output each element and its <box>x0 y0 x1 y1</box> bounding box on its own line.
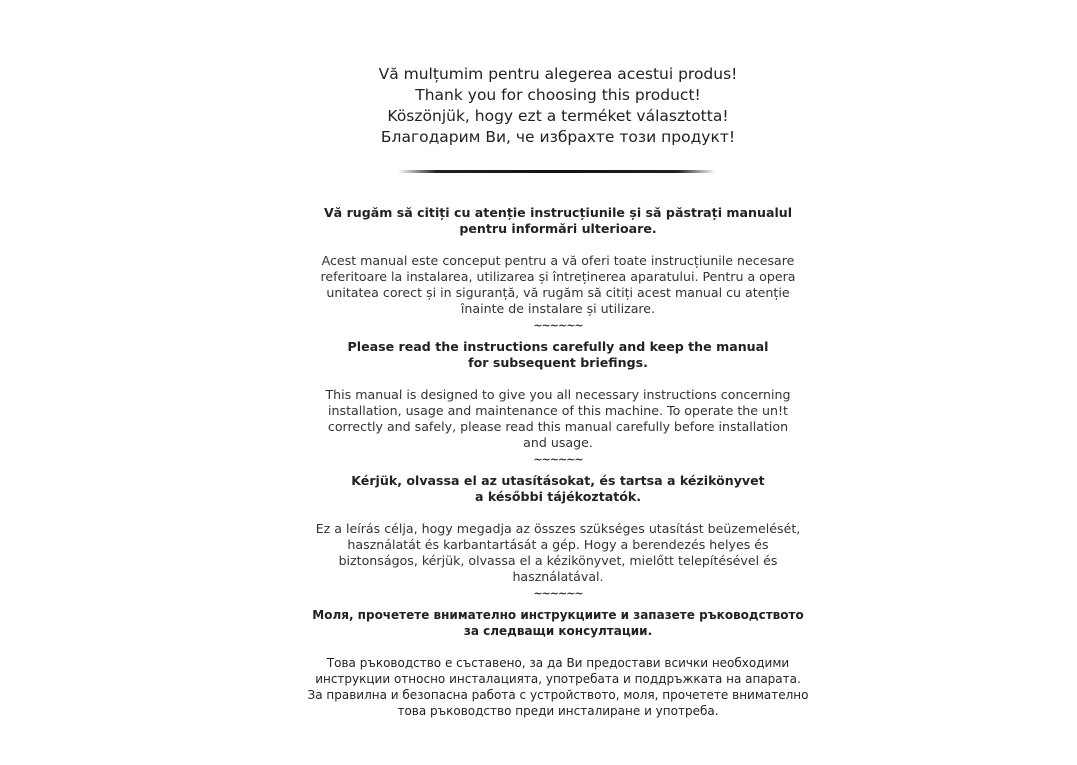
body-line: biztonságos, kérjük, olvassa el a kézikönyvet, mielőtt telepítésével és <box>338 553 778 568</box>
body-line: Acest manual este conceput pentru a vă oferi toate instrucțiunile necesare <box>321 253 795 268</box>
heading-romanian <box>238 205 878 237</box>
section-hungarian <box>238 473 878 602</box>
body-line: За правилна и безопасна работа с устройството, моля, прочетете внимателно <box>307 688 809 702</box>
body-line: referitoare la instalarea, utilizarea și întreținerea aparatului. Pentru a opera <box>320 269 796 284</box>
body-line: това ръководство преди инсталиране и употреба. <box>397 704 719 718</box>
thanks-english: Thank you for choosing this product! <box>415 86 701 104</box>
brush-divider <box>398 170 716 173</box>
heading-line: Kérjük, olvassa el az utasításokat, és tartsa a kézikönyvet <box>351 473 765 488</box>
heading-line: за следващи консултации. <box>463 624 653 638</box>
heading-line: a későbbi tájékoztatók. <box>474 489 642 504</box>
thanks-bulgarian: Благодарим Ви, че избрахте този продукт! <box>380 128 736 146</box>
tilde-separator: ~~~~~~ <box>533 453 583 466</box>
tilde-separator: ~~~~~~ <box>533 319 583 332</box>
heading-bulgarian <box>238 607 878 639</box>
thanks-romanian: Vă mulțumim pentru alegerea acestui produs! <box>378 65 738 83</box>
heading-english <box>238 339 878 371</box>
section-bulgarian <box>238 607 878 719</box>
body-line: unitatea corect și in siguranță, vă rugăm să citiți acest manual cu atenție <box>326 285 790 300</box>
tilde-separator: ~~~~~~ <box>533 587 583 600</box>
body-english <box>238 387 878 451</box>
heading-line: Моля, прочетете внимателно инструкциите и запазете ръководството <box>312 608 804 622</box>
body-line: înainte de instalare și utilizare. <box>460 301 656 316</box>
body-bulgarian <box>238 655 878 719</box>
body-line: and usage. <box>523 435 593 450</box>
heading-hungarian <box>238 473 878 505</box>
section-romanian <box>238 205 878 334</box>
body-line: This manual is designed to give you all necessary instructions concerning <box>325 387 791 402</box>
body-line: Това ръководство е съставено, за да Ви предостави всички необходими <box>326 656 790 670</box>
body-line: Ez a leírás célja, hogy megadja az összes szükséges utasítást beüzemelését, <box>315 521 801 536</box>
heading-line: for subsequent briefings. <box>468 355 648 370</box>
body-hungarian <box>238 521 878 585</box>
heading-line: pentru informări ulterioare. <box>459 221 657 236</box>
heading-line: Vă rugăm să citiți cu atenție instrucțiunile și să păstrați manualul <box>323 205 793 220</box>
body-line: correctly and safely, please read this manual carefully before installation <box>327 419 789 434</box>
heading-line: Please read the instructions carefully and keep the manual <box>347 339 769 354</box>
body-romanian <box>238 253 878 317</box>
thank-you-block <box>238 64 878 148</box>
body-line: инструкции относно инсталацията, употребата и поддръжката на апарата. <box>315 672 801 686</box>
body-line: használatával. <box>512 569 604 584</box>
thanks-hungarian: Köszönjük, hogy ezt a terméket választotta! <box>387 107 729 125</box>
section-english <box>238 339 878 468</box>
body-line: installation, usage and maintenance of this machine. To operate the un!t <box>328 403 788 418</box>
body-line: használatát és karbantartását a gép. Hogy a berendezés helyes és <box>347 537 769 552</box>
